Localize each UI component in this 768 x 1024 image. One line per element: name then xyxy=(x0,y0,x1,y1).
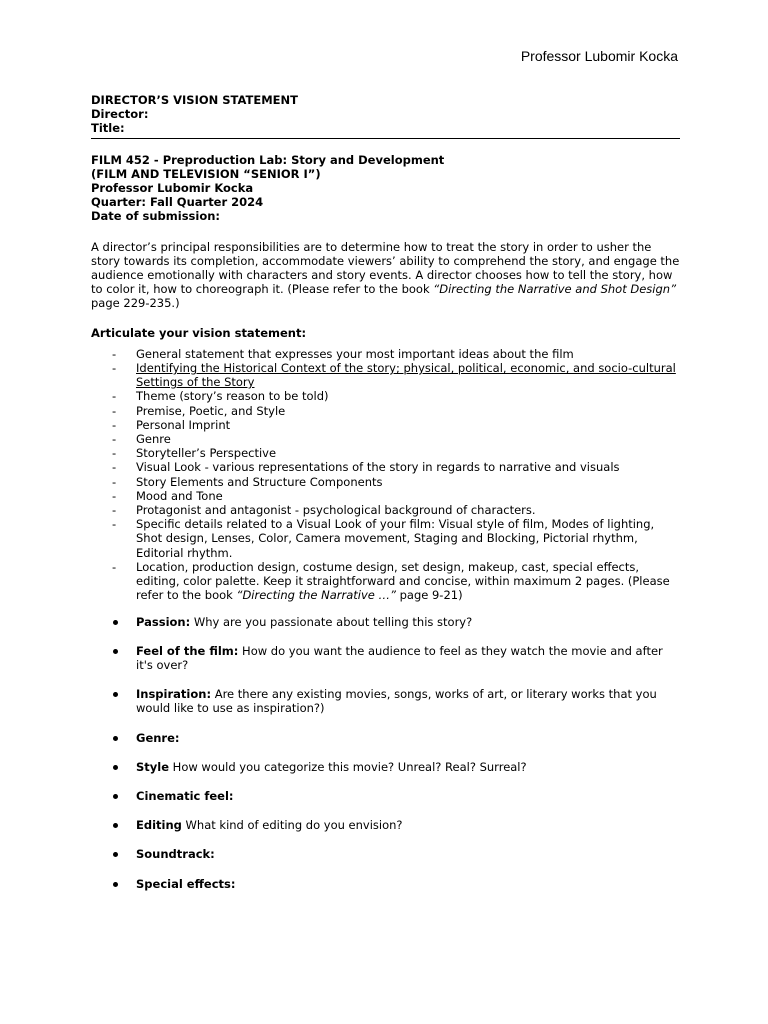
bullet-icon xyxy=(113,620,118,625)
question-item-style xyxy=(91,760,680,774)
intro-pages: page 229-235.) xyxy=(91,296,180,311)
list-item-text: Location, production design, costume design, set design, makeup, cast, special effects, editing, color palette. Keep it straightforward and concise, within maximum 2 pages. (Please refer to the book xyxy=(136,559,670,603)
list-item xyxy=(91,418,680,432)
question-label: Inspiration: xyxy=(136,687,212,702)
horizontal-rule xyxy=(91,138,680,139)
course-professor: Professor Lubomir Kocka xyxy=(91,181,254,196)
question-text: How do you want the audience to feel as they watch the movie and after it's over? xyxy=(136,643,663,672)
question-label: Special effects: xyxy=(136,876,236,891)
list-item-text: General statement that expresses your most important ideas about the film xyxy=(136,346,574,361)
question-text: What kind of editing do you envision? xyxy=(181,818,403,833)
articulate-heading: Articulate your vision statement: xyxy=(91,325,307,340)
document-heading: DIRECTOR’S VISION STATEMENT xyxy=(91,93,298,107)
question-item-genre xyxy=(91,731,680,745)
question-item-inspiration xyxy=(91,687,680,715)
dash-marker: - xyxy=(112,346,117,361)
dash-marker: - xyxy=(112,488,117,503)
list-item xyxy=(91,475,680,489)
bullet-icon xyxy=(113,794,118,799)
document-body xyxy=(91,93,680,906)
list-item xyxy=(91,560,680,603)
intro-book-title: “Directing the Narrative and Shot Design” xyxy=(433,282,677,297)
list-item-tail: page 9-21) xyxy=(395,588,463,603)
director-field: Director: xyxy=(91,107,149,122)
dash-marker: - xyxy=(112,474,117,489)
question-item-feel xyxy=(91,644,680,672)
submission-date: Date of submission: xyxy=(91,209,221,224)
list-item-text: Visual Look - various representations of the story in regards to narrative and visuals xyxy=(136,460,620,475)
question-item-special-effects xyxy=(91,877,680,891)
question-item-soundtrack xyxy=(91,847,680,861)
question-item-cinematic xyxy=(91,789,680,803)
book-title: “Directing the Narrative …” xyxy=(236,588,396,603)
list-item-text: Storyteller’s Perspective xyxy=(136,446,277,461)
header-professor: Professor Lubomir Kocka xyxy=(520,48,678,64)
intro-paragraph xyxy=(91,240,680,311)
list-item xyxy=(91,432,680,446)
question-label: Soundtrack: xyxy=(136,847,215,862)
list-item-text: Personal Imprint xyxy=(136,417,231,432)
list-item-text: Theme (story’s reason to be told) xyxy=(136,389,329,404)
bullet-icon xyxy=(113,692,118,697)
question-list xyxy=(91,615,680,891)
list-item xyxy=(91,361,680,389)
bullet-icon xyxy=(113,882,118,887)
question-label: Style xyxy=(136,759,170,774)
dash-marker: - xyxy=(112,361,117,376)
list-item xyxy=(91,503,680,517)
list-item xyxy=(91,404,680,418)
title-field: Title: xyxy=(91,121,125,136)
list-item-text: Genre xyxy=(136,432,171,447)
list-item xyxy=(91,347,680,361)
question-label: Passion: xyxy=(136,614,191,629)
list-item xyxy=(91,446,680,460)
dash-marker: - xyxy=(112,417,117,432)
list-item xyxy=(91,460,680,474)
dash-marker: - xyxy=(112,389,117,404)
dash-marker: - xyxy=(112,559,117,574)
question-label: Editing xyxy=(136,818,182,833)
dash-marker: - xyxy=(112,460,117,475)
dash-marker: - xyxy=(112,403,117,418)
question-label: Feel of the film: xyxy=(136,643,239,658)
vision-checklist xyxy=(91,347,680,603)
bullet-icon xyxy=(113,649,118,654)
question-label: Cinematic feel: xyxy=(136,788,234,803)
list-item-text: Specific details related to a Visual Look of your film: Visual style of film, Modes of lighting, Shot design, Lenses, Color, Camera movement, Staging and Blocking, Pictorial rhythm, Editorial rhythm. xyxy=(136,517,655,560)
question-text: How would you categorize this movie? Unreal? Real? Surreal? xyxy=(169,759,527,774)
question-label: Genre: xyxy=(136,730,180,745)
question-text: Why are you passionate about telling this story? xyxy=(190,614,473,629)
bullet-icon xyxy=(113,765,118,770)
list-item-text: Protagonist and antagonist - psychological background of characters. xyxy=(136,503,536,518)
bullet-icon xyxy=(113,852,118,857)
list-item-text: Story Elements and Structure Components xyxy=(136,474,383,489)
bullet-icon xyxy=(113,736,118,741)
intro-text: A director’s principal responsibilities are to determine how to treat the story in order to usher the story towards its completion, accommodate viewers’ ability to comprehend the story, and engage the audience emotionally with characters and story events. A director chooses how to tell the story, how to color it, how to choreograph it. (Please refer to the book xyxy=(91,239,680,297)
dash-marker: - xyxy=(112,446,117,461)
list-item-text: Mood and Tone xyxy=(136,488,223,503)
dash-marker: - xyxy=(112,503,117,518)
dash-marker: - xyxy=(112,517,117,532)
question-text: Are there any existing movies, songs, works of art, or literary works that you would like to use as inspiration?) xyxy=(136,687,657,716)
course-program: (FILM AND TELEVISION “SENIOR I”) xyxy=(91,166,321,181)
dash-marker: - xyxy=(112,432,117,447)
list-item-text: Identifying the Historical Context of the story; physical, political, economic, and socio-cultural Settings of the Story xyxy=(136,361,676,390)
question-item-editing xyxy=(91,818,680,832)
list-item xyxy=(91,489,680,503)
list-item xyxy=(91,517,680,560)
course-name: FILM 452 - Preproduction Lab: Story and Development xyxy=(91,152,445,167)
list-item xyxy=(91,389,680,403)
course-quarter: Quarter: Fall Quarter 2024 xyxy=(91,195,264,210)
list-item-text: Premise, Poetic, and Style xyxy=(136,403,286,418)
question-item-passion xyxy=(91,615,680,629)
bullet-icon xyxy=(113,823,118,828)
